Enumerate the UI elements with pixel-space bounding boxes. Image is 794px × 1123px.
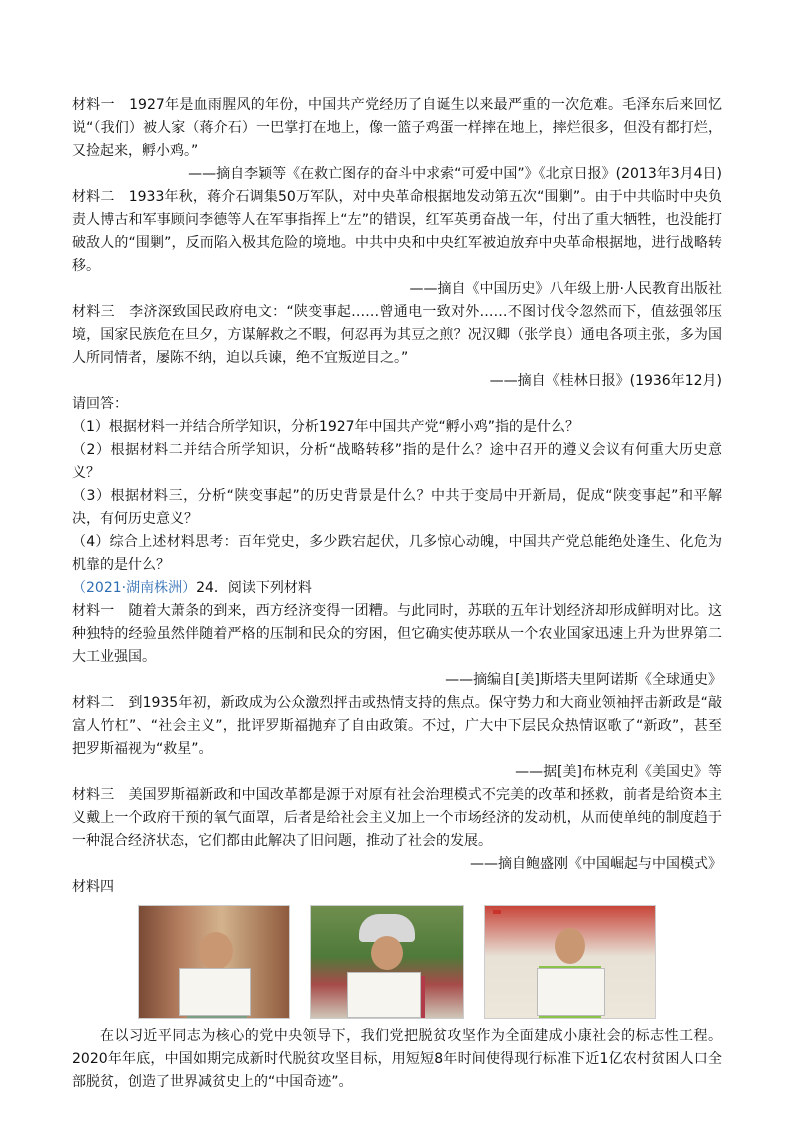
source-1-q23: ——摘自李颖等《在救亡图存的奋斗中求索“可爱中国”》《北京日报》(2013年3月4日) [188,166,722,182]
source-2-q24: ——据[美]布林克利《美国史》等 [515,764,722,780]
photo-face [555,928,585,964]
source-tag: （2021·湖南株洲） [72,580,197,596]
source-2-q23: ——摘自《中国历史》八年级上册·人民教育出版社 [409,281,722,297]
source-3-q24: ——摘自鲍盛刚《中国崛起与中国模式》 [470,856,722,872]
question-3: （3）根据材料三，分析“陕变事起”的历史背景是什么？中共于变局中开新局，促成“陕变事起”和平解决，有何历史意义？ [72,488,722,527]
photo-placard [347,972,421,1018]
material-4-q24: 材料四 [72,879,114,895]
material-2-q23: 材料二 1933年秋，蒋介石调集50万军队，对中央革命根据地发动第五次“围剿”。由于中共临时中央负责人博古和军事顾问李德等人在军事指挥上“左”的错误，红军英勇奋战一年，付出了重大牺牲，也没能打破敌人的“围剿”，反而陷入极其危险的境地。中共中央和中央红军被迫放弃中央革命根据地，进行战略转移。 [72,189,722,274]
source-3-q23: ——摘自《桂林日报》(1936年12月) [489,373,722,389]
material-2-q24: 材料二 到1935年初，新政成为公众激烈抨击或热情支持的焦点。保守势力和大商业领袖抨击新政是“敲富人竹杠”、“社会主义”，批评罗斯福抛弃了自由政策。不过，广大中下层民众热情讴歌了“新政”，甚至把罗斯福视为“救星”。 [72,695,722,757]
photo-face [371,936,403,970]
material-1-q24: 材料一 随着大萧条的到来，西方经济变得一团糟。与此同时，苏联的五年计划经济却形成鲜明对比。这种独特的经验虽然伴随着严格的压制和民众的穷困，但它确实使苏联从一个农业国家迅速上升为世界第二大工业强国。 [72,603,722,665]
question-24-title: 24．阅读下列材料 [196,580,312,596]
photo-villager-2 [310,905,464,1019]
material-1-q23: 材料一 1927年是血雨腥风的年份，中国共产党经历了自诞生以来最严重的一次危难。毛泽东后来回忆说“（我们）被人家（蒋介石）一巴掌打在地上，像一篮子鸡蛋一样摔在地上，摔烂很多，但没有都打烂，又捡起来，孵小鸡。” [72,97,722,159]
photo-placard [179,968,251,1016]
photo-placard [537,968,605,1016]
document-page [72,94,722,1094]
question-24-heading [72,577,722,600]
material-4-caption: 在以习近平同志为核心的党中央领导下，我们党把脱贫攻坚作为全面建成小康社会的标志性工程。2020年年底，中国如期完成新时代脱贫攻坚目标，用短短8年时间使得现行标准下近1亿农村贫困人口全部脱贫，创造了世界减贫史上的“中国奇迹”。 [72,1028,722,1090]
photo-villager-3 [484,905,656,1019]
photo-villager-1 [138,905,290,1019]
material-3-q23: 材料三 李济深致国民政府电文：“陕变事起……曾通电一致对外……不图讨伐令忽然而下，值兹强邻压境，国家民族危在旦夕，方谋解救之不暇，何忍再为其豆之煎？况汉卿（张学良）通电各项主张，多为国人所同情者，屡陈不纳，迫以兵谏，绝不宜叛逆目之。” [72,304,722,366]
question-1: （1）根据材料一并结合所学知识，分析1927年中国共产党“孵小鸡”指的是什么？ [72,419,580,435]
photo-banner [493,910,501,914]
photo-row [138,905,656,1021]
source-1-q24: ——摘编自[美]斯塔夫里阿诺斯《全球通史》 [445,672,722,688]
material-3-q24: 材料三 美国罗斯福新政和中国改革都是源于对原有社会治理模式不完美的改革和拯救，前者是给资本主义戴上一个政府干预的氧气面罩，后者是给社会主义加上一个市场经济的发动机，从而使单纯的制度趋于一种混合经济状态，它们都由此解决了旧问题，推动了社会的发展。 [72,787,722,849]
question-prompt: 请回答： [72,396,128,412]
photo-face [199,932,233,970]
question-4: （4）综合上述材料思考：百年党史，多少跌宕起伏，几多惊心动魄，中国共产党总能绝处逢生、化危为机靠的是什么？ [72,534,722,573]
question-2: （2）根据材料二并结合所学知识，分析“战略转移”指的是什么？途中召开的遵义会议有何重大历史意义？ [72,442,722,481]
